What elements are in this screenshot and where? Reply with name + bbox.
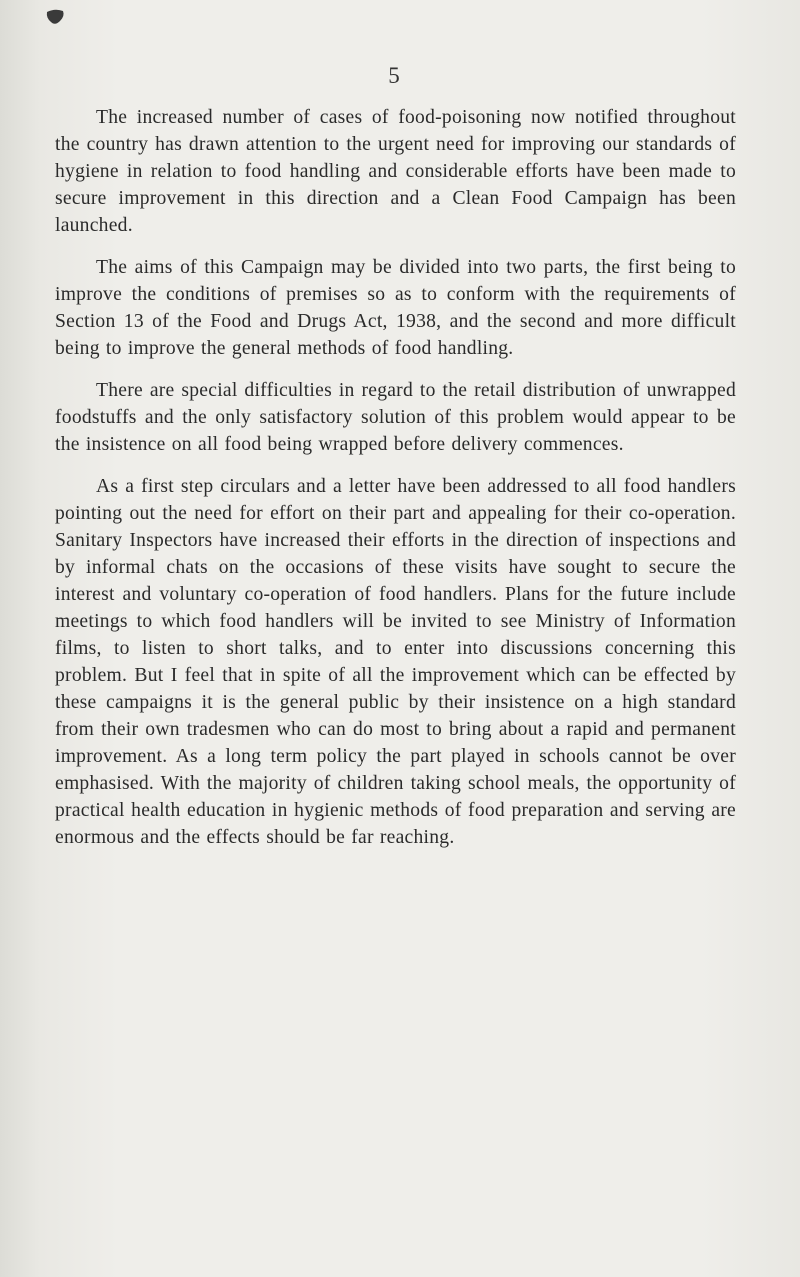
ink-blot-mark bbox=[44, 8, 66, 26]
paragraph-campaign-aims: The aims of this Campaign may be divided into two parts, the first being to improve the conditions of premises so as to conform with the requirements of Section 13 of the Food and Drugs Act, 1938, and the second and more difficult being to improve the general methods of food handling. bbox=[55, 257, 736, 359]
paragraph-first-steps: As a first step circulars and a letter have been addressed to all food handlers pointing out the need for effort on their part and appealing for their co-operation. Sanitary Inspectors have increased their efforts in the direction of inspections and by informal chats on the occasions of these visits have sought to secure the interest and voluntary co-operation of food handlers. Plans for the future include meetings to which food handlers will be invited to see Ministry of Information films, to listen to short talks, and to enter into discussions concerning this problem. But I feel that in spite of all the improvement which can be effected by these campaigns it is the general public by their insistence on a high standard from their own tradesmen who can do most to bring about a rapid and permanent improvement. As a long term policy the part played in schools cannot be over emphasised. With the majority of children taking school meals, the opportunity of practical health education in hygienic methods of food preparation and serving are enormous and the effects should be far reaching. bbox=[55, 476, 736, 848]
page-number: 5 bbox=[388, 63, 400, 88]
body-text bbox=[55, 104, 736, 866]
paragraph-retail-distribution: There are special difficulties in regard to the retail distribution of unwrapped foodstuffs and the only satisfactory solution of this problem would appear to be the insistence on all food being wrapped before delivery commences. bbox=[55, 380, 736, 455]
paragraph-food-poisoning: The increased number of cases of food-poisoning now notified throughout the country has drawn attention to the urgent need for improving our standards of hygiene in relation to food handling and considerable efforts have been made to secure improvement in this direction and a Clean Food Campaign has been launched. bbox=[55, 107, 736, 236]
